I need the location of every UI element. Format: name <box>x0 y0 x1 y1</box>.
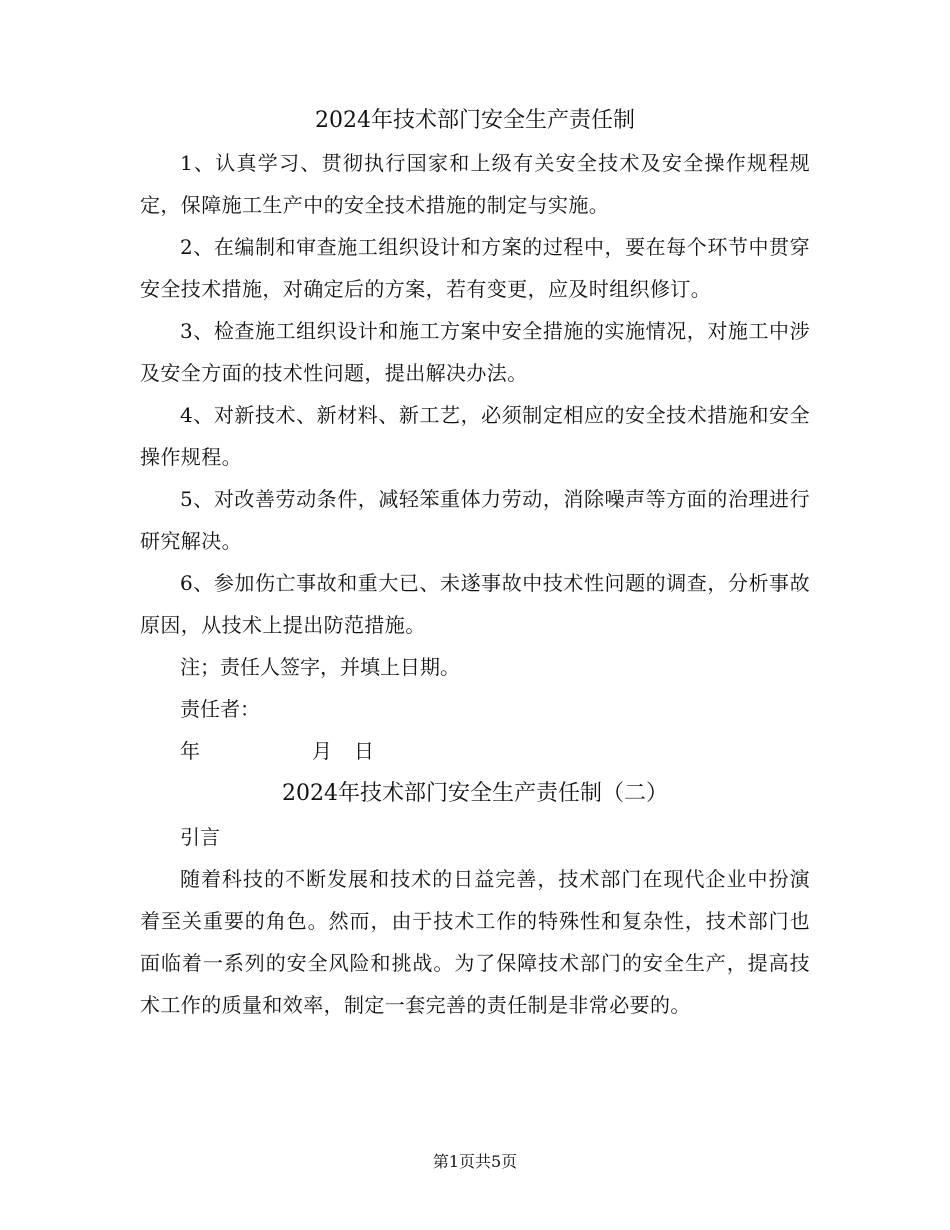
signature-note: 注；责任人签字，并填上日期。 <box>180 655 460 679</box>
clause-2: 2、在编制和审查施工组织设计和方案的过程中，要在每个环节中贯穿安全技术措施，对确定后的方案，若有变更，应及时组织修订。 <box>140 235 810 301</box>
clause-4: 4、对新技术、新材料、新工艺，必须制定相应的安全技术措施和安全操作规程。 <box>140 403 810 469</box>
responsible-person-label: 责任者： <box>180 697 260 721</box>
section-2-title: 2024年技术部门安全生产责任制（二） <box>282 781 668 806</box>
intro-heading: 引言 <box>180 825 220 849</box>
clause-6: 6、参加伤亡事故和重大已、未遂事故中技术性问题的调查，分析事故原因，从技术上提出防范措施。 <box>140 571 810 637</box>
clause-3: 3、检查施工组织设计和施工方案中安全措施的实施情况，对施工中涉及安全方面的技术性问题，提出解决办法。 <box>140 319 810 385</box>
document-title: 2024年技术部门安全生产责任制 <box>315 108 635 133</box>
page-number-footer: 第1页共5页 <box>432 1152 518 1171</box>
document-body <box>140 100 810 1026</box>
date-month-label: 月 <box>312 739 332 763</box>
clause-1: 1、认真学习、贯彻执行国家和上级有关安全技术及安全操作规程规定，保障施工生产中的安全技术措施的制定与实施。 <box>140 151 810 217</box>
date-year-label: 年 <box>180 739 200 763</box>
date-line <box>140 730 810 772</box>
intro-paragraph: 随着科技的不断发展和技术的日益完善，技术部门在现代企业中扮演着至关重要的角色。然而，由于技术工作的特殊性和复杂性，技术部门也面临着一系列的安全风险和挑战。为了保障技术部门的安全生产，提高技术工作的质量和效率，制定一套完善的责任制是非常必要的。 <box>140 867 810 1017</box>
clause-5: 5、对改善劳动条件，减轻笨重体力劳动，消除噪声等方面的治理进行研究解决。 <box>140 487 810 553</box>
date-day-label: 日 <box>354 739 374 763</box>
